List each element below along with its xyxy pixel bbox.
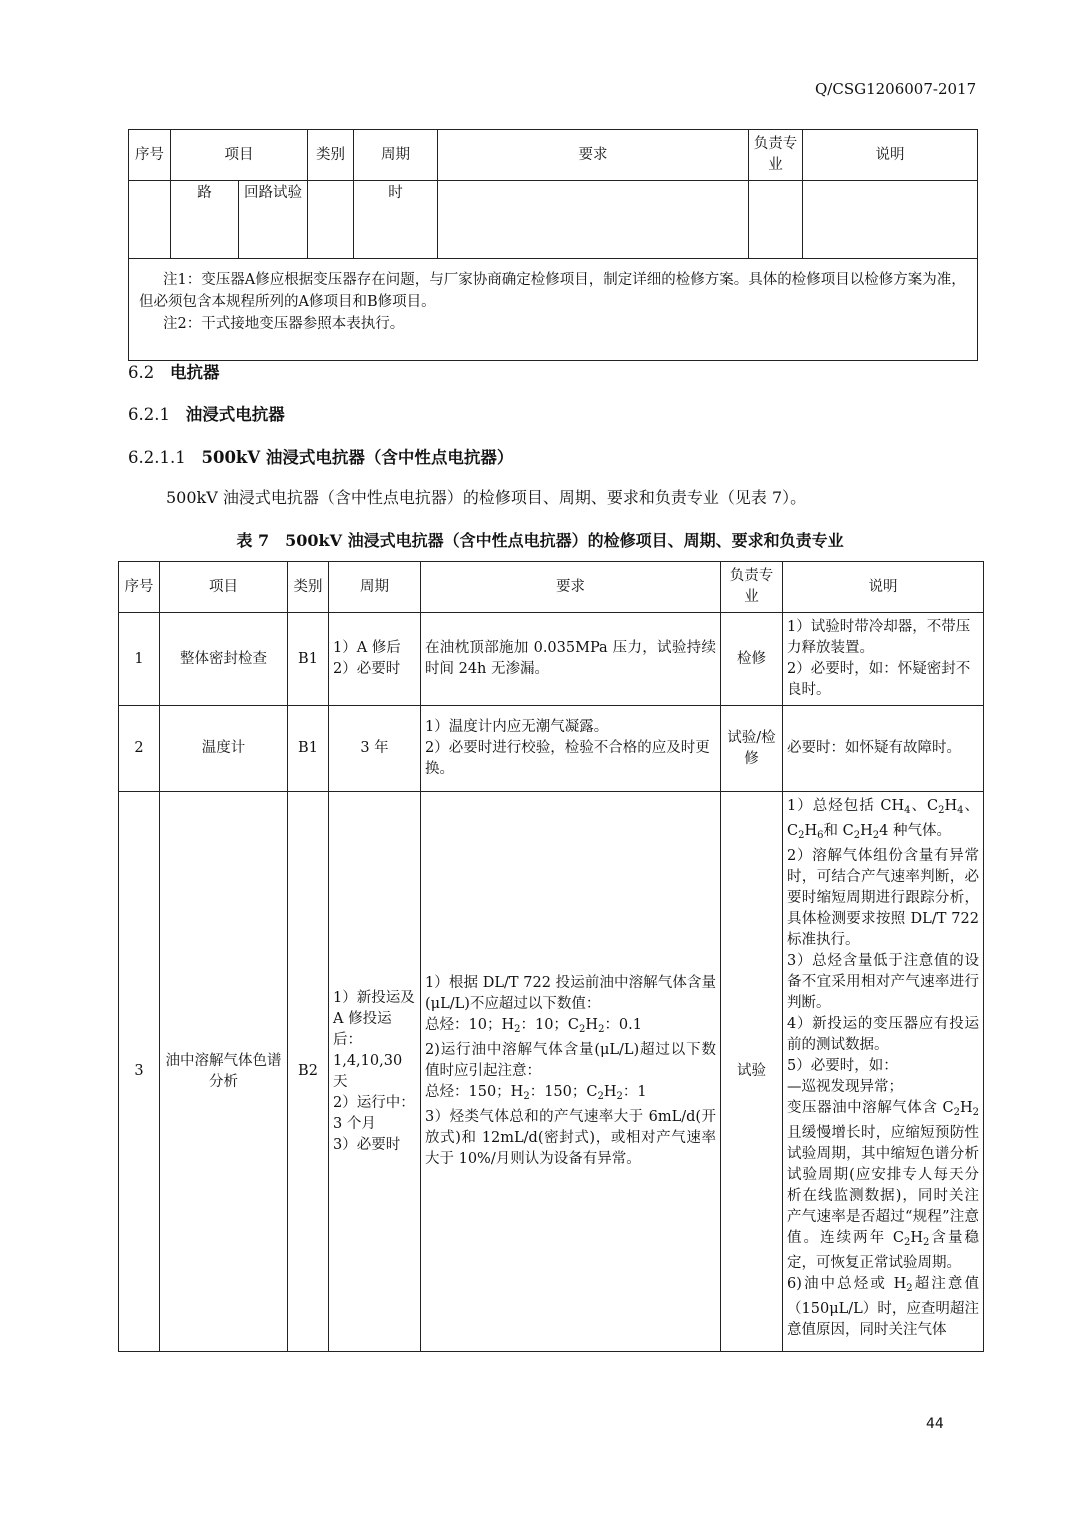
- body-paragraph: 500kV 油浸式电抗器（含中性点电抗器）的检修项目、周期、要求和负责专业（见表 7）。: [166, 488, 807, 507]
- section-number: 6.2: [128, 363, 155, 382]
- cell-req: [421, 706, 721, 792]
- req-line: 1）根据 DL/T 722 投运前油中溶解气体含量(μL/L)不应超过以下数值：: [425, 975, 716, 1012]
- header-period: 周期: [354, 130, 438, 181]
- cell-period: [329, 613, 421, 706]
- note-line: 4）新投运的变压器应有投运前的测试数据。: [787, 1016, 979, 1053]
- cell-seq: 2: [119, 706, 160, 792]
- header-period: 周期: [329, 562, 421, 613]
- note-1: 注1：变压器A修应根据变压器存在问题，与厂家协商确定检修项目，制定详细的检修方案。具体的检修项目以检修方案为准，但必须包含本规程所列的A修项目和B修项目。: [139, 272, 966, 310]
- cell-item-part: 路: [171, 181, 239, 259]
- header-item: 项目: [171, 130, 308, 181]
- section-title: 油浸式电抗器: [185, 405, 285, 424]
- req-line: 2）必要时进行校验，检验不合格的应及时更换。: [425, 740, 710, 777]
- table-7: [118, 561, 984, 1352]
- table-row: [119, 613, 984, 706]
- note-line: —巡视发现异常；: [787, 1079, 903, 1095]
- period-line: 1）A 修后: [333, 640, 401, 656]
- notes-row: [129, 259, 978, 361]
- cell-note: 必要时：如怀疑有故障时。: [783, 706, 984, 792]
- cell-req: [421, 792, 721, 1352]
- cell-cat: B1: [288, 613, 329, 706]
- table-header-row: [129, 130, 978, 181]
- section-number: 6.2.1.1: [128, 448, 186, 467]
- req-line: 3）烃类气体总和的产气速率大于 6mL/d(开放式)和 12mL/d(密封式)，或相对产气速率大于 10%/月则认为设备有异常。: [425, 1109, 716, 1167]
- header-cat: 类别: [308, 130, 354, 181]
- cell-period: 3 年: [329, 706, 421, 792]
- note-line: 变压器油中溶解气体含 $C_2H_2$且缓慢增长时，应缩短预防性试验周期，其中缩短色谱分析试验周期(应安排专人每天分析在线监测数据)，同时关注产气速率是否超过“规程”注意值。连续两年 $C_2H_2$含量稳定，可恢复正常试验周期。: [787, 1100, 980, 1271]
- period-line: 3）必要时: [333, 1136, 401, 1153]
- req-line: 2)运行油中溶解气体含量(μL/L)超过以下数值时应引起注意：: [425, 1042, 716, 1079]
- document-id: Q/CSG1206007-2017: [815, 80, 977, 98]
- period-line: 2）运行中：3 个月: [333, 1094, 415, 1132]
- cell-resp: 试验: [721, 792, 783, 1352]
- continued-table: [128, 129, 978, 361]
- header-cat: 类别: [288, 562, 329, 613]
- req-line: 总烃：10；$H_2$：10；$C_2H_2$：0.1: [425, 1017, 642, 1035]
- note-line: 3）总烃含量低于注意值的设备不宜采用相对产气速率进行判断。: [787, 953, 979, 1011]
- cell-item-sub: 回路试验: [239, 181, 308, 259]
- header-resp: 负责专业: [749, 130, 803, 181]
- header-seq: 序号: [119, 562, 160, 613]
- cell-seq: 3: [119, 792, 160, 1352]
- table-header-row: [119, 562, 984, 613]
- cell-cat: B2: [288, 792, 329, 1352]
- table-row: [119, 706, 984, 792]
- cell-period: 时: [354, 181, 438, 259]
- header-req: 要求: [421, 562, 721, 613]
- section-title: 电抗器: [170, 363, 220, 382]
- cell-resp: 检修: [721, 613, 783, 706]
- cell-resp: 试验/检修: [721, 706, 783, 792]
- header-note: 说明: [783, 562, 984, 613]
- note-2: 注2：干式接地变压器参照本表执行。: [163, 316, 405, 332]
- cell-req: 在油枕顶部施加 0.035MPa 压力，试验持续时间 24h 无渗漏。: [421, 613, 721, 706]
- section-6-2-1-1: [128, 444, 513, 468]
- cell-cat: B1: [288, 706, 329, 792]
- note-line: 2）溶解气体组份含量有异常时，可结合产气速率判断，必要时缩短周期进行跟踪分析，具体检测要求按照 DL/T 722 标准执行。: [787, 848, 979, 948]
- section-6-2: [128, 359, 220, 383]
- table-row: [129, 181, 978, 259]
- note-line: 1）试验时带冷却器，不带压力释放装置。: [787, 619, 971, 656]
- period-line: 1）新投运及 A 修投运后：1,4,10,30 天: [333, 989, 415, 1090]
- section-6-2-1: [128, 401, 285, 425]
- header-note: 说明: [803, 130, 978, 181]
- table-caption: 表 7 500kV 油浸式电抗器（含中性点电抗器）的检修项目、周期、要求和负责专业: [236, 531, 844, 550]
- period-line: 2）必要时: [333, 661, 401, 677]
- section-number: 6.2.1: [128, 405, 170, 424]
- cell-period: [329, 792, 421, 1352]
- note-line: 5）必要时，如：: [787, 1058, 898, 1074]
- cell-seq: 1: [119, 613, 160, 706]
- note-line: 2）必要时，如：怀疑密封不良时。: [787, 661, 971, 698]
- header-item: 项目: [160, 562, 288, 613]
- header-seq: 序号: [129, 130, 171, 181]
- cell-note: [783, 613, 984, 706]
- section-title: 500kV 油浸式电抗器（含中性点电抗器）: [201, 448, 514, 467]
- cell-item: 油中溶解气体色谱分析: [160, 792, 288, 1352]
- req-line: 1）温度计内应无潮气凝露。: [425, 719, 609, 735]
- cell-item: 整体密封检查: [160, 613, 288, 706]
- req-line: 总烃：150；$H_2$：150；$C_2H_2$：1: [425, 1084, 647, 1102]
- cell-item: 温度计: [160, 706, 288, 792]
- table-row: [119, 792, 984, 1352]
- note-line: 6)油中总烃或 $H_2$超注意值（150μL/L）时，应查明超注意值原因，同时关注气体: [787, 1276, 979, 1338]
- header-resp: 负责专业: [721, 562, 783, 613]
- page-number: 44: [926, 1416, 944, 1432]
- note-line: 1）总烃包括 $CH_4$、$C_2H_4$、$C_2H_6$和 $C_2H_24$ 种气体。: [787, 798, 980, 841]
- header-req: 要求: [438, 130, 749, 181]
- cell-note: [783, 792, 984, 1352]
